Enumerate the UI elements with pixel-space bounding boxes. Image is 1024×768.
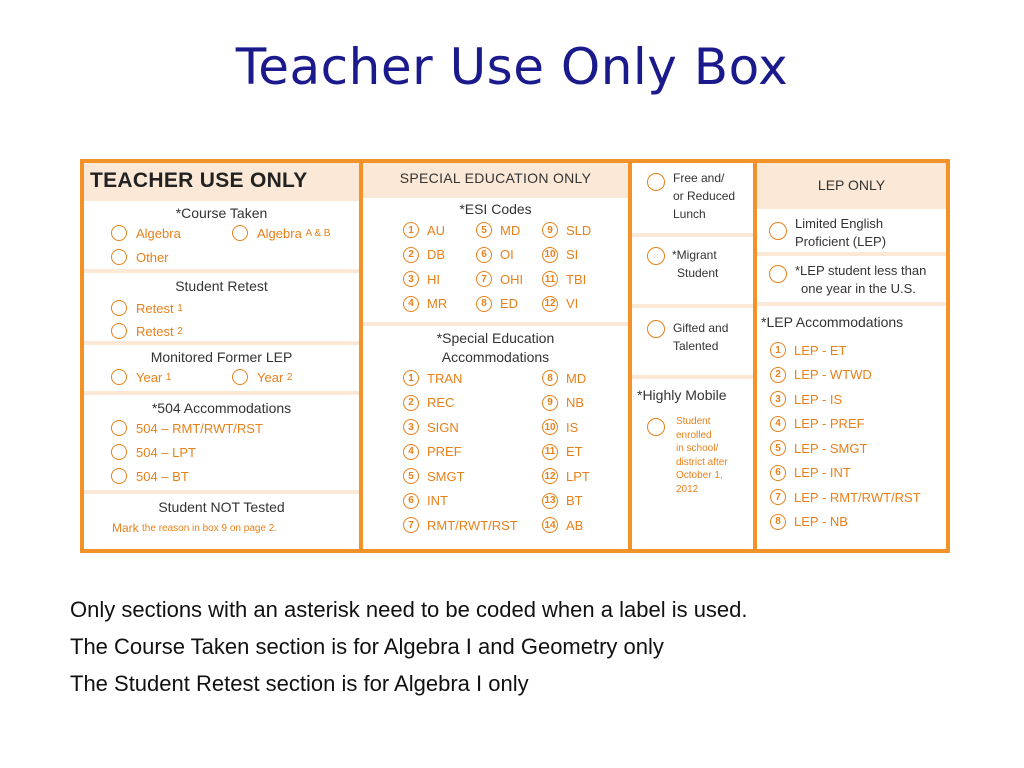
lep-acc-option[interactable] <box>770 489 921 505</box>
esi-option[interactable] <box>403 247 445 263</box>
radio-circle[interactable] <box>232 369 248 385</box>
gifted-section <box>632 308 753 375</box>
gifted-label: Gifted and Talented <box>673 321 729 353</box>
highly-mobile-note: Student enrolled in school/ district after October 1, 2012 <box>676 416 728 495</box>
monitored-lep-label: Monitored Former LEP <box>150 349 293 365</box>
esi-code: SI <box>566 247 579 262</box>
lep-acc-code: LEP - SMGT <box>794 440 868 456</box>
esi-option[interactable] <box>542 247 578 263</box>
sped-acc-option[interactable] <box>542 444 583 460</box>
radio-circle[interactable] <box>111 468 127 484</box>
sped-acc-option[interactable] <box>403 370 462 386</box>
sped-acc-code: BT <box>566 493 583 508</box>
number-circle[interactable]: 1 <box>770 342 786 358</box>
sped-acc-code: LPT <box>566 468 590 484</box>
esi-codes-section <box>363 198 628 322</box>
student-not-tested-section <box>84 494 359 549</box>
esi-code: DB <box>427 247 446 262</box>
number-circle[interactable]: 12 <box>542 468 558 484</box>
sped-acc-code: INT <box>427 493 448 508</box>
migrant-radio[interactable] <box>647 247 665 265</box>
number-circle[interactable]: 14 <box>542 517 558 533</box>
free-lunch-radio[interactable] <box>647 173 665 191</box>
number-circle[interactable]: 6 <box>476 247 492 263</box>
sped-acc-option[interactable] <box>403 517 518 533</box>
lep-new-arrival-label: *LEP student less than one year in the U.S. <box>795 263 927 296</box>
sped-acc-option[interactable] <box>542 517 583 533</box>
esi-option[interactable] <box>403 271 440 287</box>
migrant-label: *Migrant Student <box>672 248 719 280</box>
number-circle[interactable]: 3 <box>403 419 419 435</box>
year-2-option[interactable]: Year 2 <box>232 369 292 385</box>
esi-code: HI <box>427 271 440 287</box>
highly-mobile-section <box>632 379 753 549</box>
sped-acc-code: MD <box>566 370 587 386</box>
lep-column <box>757 163 946 549</box>
number-circle[interactable]: 9 <box>542 222 558 238</box>
sped-acc-code: ET <box>566 444 583 459</box>
lep-header-section <box>757 163 946 205</box>
sped-acc-code: IS <box>566 419 579 435</box>
teacher-use-only-form <box>80 159 950 553</box>
lep-proficient-label: Limited English Proficient (LEP) <box>795 216 887 249</box>
acc-504-rmt-option[interactable]: 504 – RMT/RWT/RST <box>111 420 263 436</box>
esi-code: SLD <box>566 222 592 238</box>
number-circle[interactable]: 3 <box>770 391 786 407</box>
number-circle[interactable]: 5 <box>770 440 786 456</box>
radio-circle[interactable] <box>111 369 127 385</box>
radio-circle[interactable] <box>232 225 248 241</box>
number-circle[interactable]: 5 <box>403 468 419 484</box>
number-circle[interactable]: 1 <box>403 222 419 238</box>
sped-acc-code: PREF <box>427 444 462 459</box>
lep-header: LEP ONLY <box>817 177 886 193</box>
course-algebra-option[interactable]: Algebra <box>111 225 181 241</box>
number-circle[interactable]: 7 <box>770 489 786 505</box>
sped-acc-option[interactable] <box>403 419 459 435</box>
esi-option[interactable] <box>476 222 520 238</box>
acc-504-bt-option[interactable]: 504 – BT <box>111 468 189 484</box>
footer-line-1: Only sections with an asterisk need to be coded when a label is used. <box>70 597 748 622</box>
monitored-former-lep-section <box>84 345 359 391</box>
number-circle[interactable]: 8 <box>542 370 558 386</box>
year-1-option[interactable]: Year 1 <box>111 369 171 385</box>
sped-acc-option[interactable] <box>403 395 454 411</box>
sped-acc-option[interactable] <box>542 370 586 386</box>
number-circle[interactable]: 11 <box>542 444 558 460</box>
radio-circle[interactable] <box>111 225 127 241</box>
lep-acc-option[interactable] <box>770 391 842 407</box>
number-circle[interactable]: 10 <box>542 247 558 263</box>
lep-accommodations-section <box>757 306 946 549</box>
esi-option[interactable] <box>542 222 591 238</box>
number-circle[interactable]: 1 <box>403 370 419 386</box>
highly-mobile-radio[interactable] <box>647 418 665 436</box>
acc-504-label: *504 Accommodations <box>151 400 292 416</box>
not-tested-label: Student NOT Tested <box>158 499 285 515</box>
esi-codes-label: *ESI Codes <box>459 201 532 217</box>
course-other-option[interactable]: Other <box>111 249 169 265</box>
teacher-header: TEACHER USE ONLY <box>90 169 308 192</box>
sped-acc-code: NB <box>566 395 585 410</box>
number-circle[interactable]: 2 <box>403 247 419 263</box>
number-circle[interactable]: 4 <box>403 444 419 460</box>
migrant-section <box>632 237 753 304</box>
misc-column <box>632 163 753 549</box>
lep-new-arrival-radio[interactable] <box>769 265 787 283</box>
free-lunch-section <box>632 163 753 233</box>
number-circle[interactable]: 10 <box>542 419 558 435</box>
lep-acc-code: LEP - WTWD <box>794 367 872 382</box>
course-taken-section <box>84 201 359 269</box>
not-tested-note: Mark the reason in box 9 on page 2. <box>112 521 278 535</box>
lep-acc-option[interactable] <box>770 440 867 456</box>
number-circle[interactable]: 6 <box>403 493 419 509</box>
gifted-radio[interactable] <box>647 320 665 338</box>
lep-acc-label: *LEP Accommodations <box>761 314 904 330</box>
number-circle[interactable]: 8 <box>476 296 492 312</box>
sped-acc-option[interactable] <box>542 419 578 435</box>
lep-acc-option[interactable] <box>770 465 851 481</box>
course-algebra-ab-option[interactable]: Algebra A & B <box>232 225 330 241</box>
sped-acc-option[interactable] <box>403 444 462 460</box>
sped-accommodations-section <box>363 326 628 549</box>
lep-proficient-radio[interactable] <box>769 222 787 240</box>
radio-circle[interactable] <box>111 420 127 436</box>
footer-line-2: The Course Taken section is for Algebra I and Geometry only <box>70 634 664 659</box>
sped-acc-option[interactable] <box>403 468 465 484</box>
lep-acc-code: LEP - ET <box>794 342 847 358</box>
number-circle[interactable]: 3 <box>403 271 419 287</box>
lep-acc-code: LEP - IS <box>794 391 843 407</box>
number-circle[interactable]: 5 <box>476 222 492 238</box>
radio-circle[interactable] <box>111 249 127 265</box>
accommodations-504-section <box>84 395 359 490</box>
sped-acc-option[interactable] <box>542 395 584 411</box>
esi-option[interactable] <box>476 271 523 287</box>
esi-option[interactable] <box>403 222 445 238</box>
esi-option[interactable] <box>476 247 514 263</box>
esi-code: MD <box>500 222 521 238</box>
sped-acc-code: SMGT <box>427 468 465 484</box>
esi-code: AU <box>427 222 446 238</box>
radio-circle[interactable] <box>111 444 127 460</box>
esi-code: ED <box>500 296 519 311</box>
retest-2-option[interactable]: Retest 2 <box>111 323 183 339</box>
esi-code: VI <box>566 296 579 311</box>
teacher-header-section <box>84 163 359 197</box>
esi-option[interactable] <box>542 271 586 287</box>
teacher-column <box>84 163 359 549</box>
lep-acc-code: LEP - RMT/RWT/RST <box>794 489 921 505</box>
student-retest-label: Student Retest <box>175 278 268 294</box>
sped-acc-code: AB <box>566 517 584 533</box>
number-circle[interactable]: 4 <box>403 296 419 312</box>
lep-acc-option[interactable] <box>770 416 865 432</box>
esi-code: OI <box>500 247 514 262</box>
sped-acc-code: SIGN <box>427 419 459 435</box>
retest-1-option[interactable]: Retest 1 <box>111 300 183 316</box>
number-circle[interactable]: 9 <box>542 395 558 411</box>
number-circle[interactable]: 8 <box>770 514 786 530</box>
esi-code: OHI <box>500 271 524 287</box>
sped-acc-option[interactable] <box>403 493 448 509</box>
number-circle[interactable]: 12 <box>542 296 558 312</box>
sped-acc-label-1: *Special Education <box>436 330 555 346</box>
lep-acc-option[interactable] <box>770 514 848 530</box>
lep-acc-code: LEP - INT <box>794 465 851 480</box>
number-circle[interactable]: 11 <box>542 271 558 287</box>
sped-acc-option[interactable] <box>542 468 590 484</box>
radio-circle[interactable] <box>111 323 127 339</box>
number-circle[interactable]: 6 <box>770 465 786 481</box>
esi-option[interactable] <box>542 296 578 312</box>
number-circle[interactable]: 2 <box>770 367 786 383</box>
special-education-column <box>363 163 628 549</box>
slide-title: Teacher Use Only Box <box>235 38 789 96</box>
number-circle[interactable]: 7 <box>403 517 419 533</box>
lep-acc-code: LEP - NB <box>794 514 848 529</box>
free-lunch-label: Free and/ or Reduced Lunch <box>673 171 736 221</box>
sped-acc-code: RMT/RWT/RST <box>427 517 518 533</box>
sped-header-section <box>363 163 628 194</box>
number-circle[interactable]: 7 <box>476 271 492 287</box>
sped-acc-code: TRAN <box>427 370 463 386</box>
course-taken-label: *Course Taken <box>175 205 268 221</box>
lep-new-arrival-section <box>757 256 946 302</box>
esi-option[interactable] <box>476 296 518 312</box>
footer-line-3: The Student Retest section is for Algebra I only <box>70 671 529 696</box>
acc-504-lpt-option[interactable]: 504 – LPT <box>111 444 196 460</box>
student-retest-section <box>84 273 359 341</box>
sped-header: SPECIAL EDUCATION ONLY <box>399 170 592 186</box>
esi-option[interactable] <box>403 296 447 312</box>
sped-acc-label-2: Accommodations <box>441 349 550 365</box>
lep-proficient-section <box>757 209 946 252</box>
esi-code: MR <box>427 296 448 311</box>
number-circle[interactable]: 4 <box>770 416 786 432</box>
lep-acc-option[interactable] <box>770 367 872 383</box>
esi-code: TBI <box>566 271 587 287</box>
radio-circle[interactable] <box>111 300 127 316</box>
number-circle[interactable]: 13 <box>542 493 558 509</box>
sped-acc-code: REC <box>427 395 455 410</box>
lep-acc-option[interactable] <box>770 342 847 358</box>
highly-mobile-label: *Highly Mobile <box>637 387 727 403</box>
lep-acc-code: LEP - PREF <box>794 416 865 431</box>
number-circle[interactable]: 2 <box>403 395 419 411</box>
sped-acc-option[interactable] <box>542 493 583 509</box>
